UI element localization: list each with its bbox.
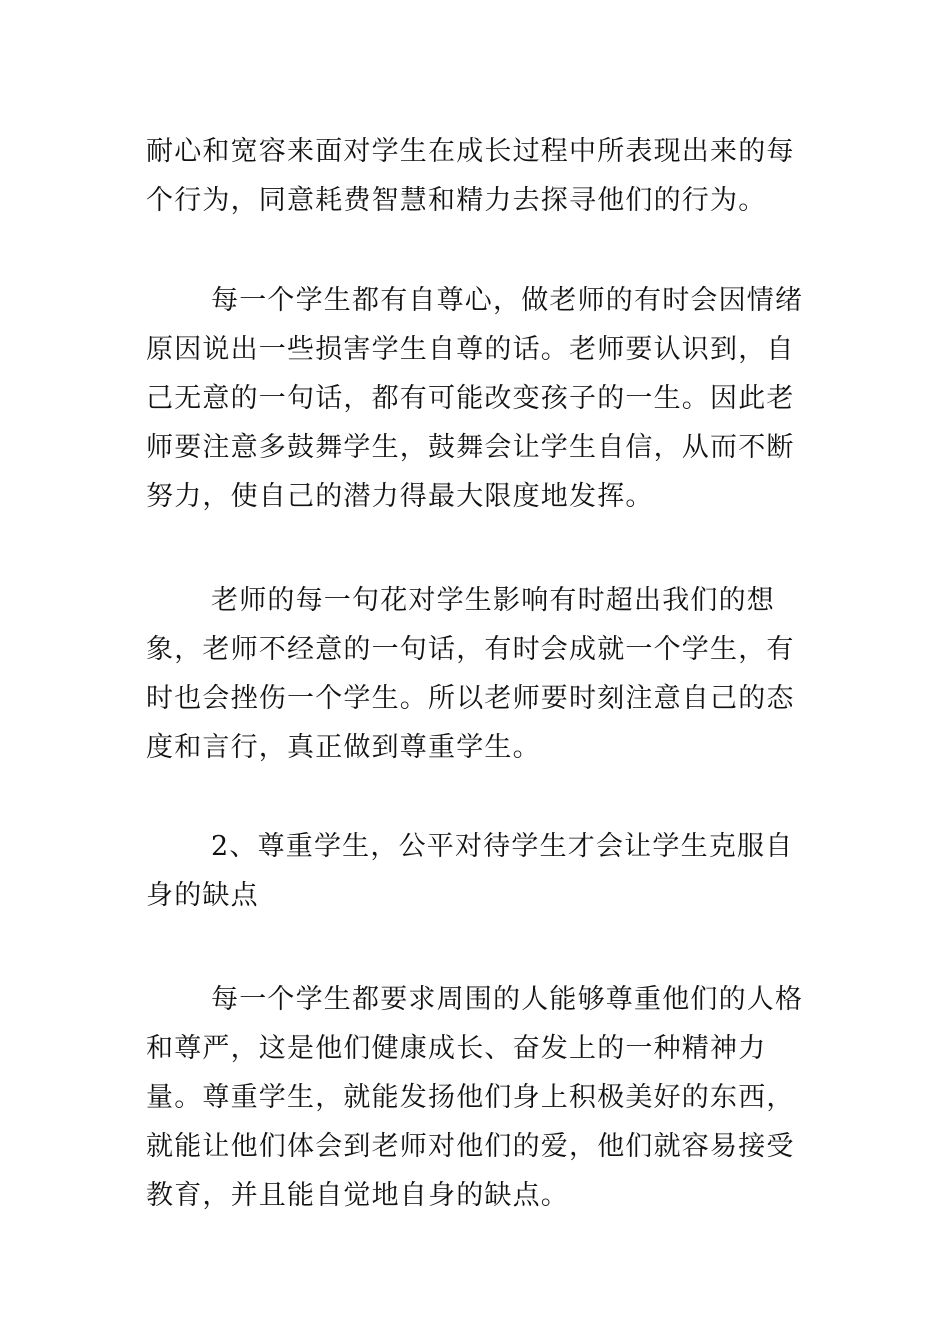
section-heading-2: 2、尊重学生，公平对待学生才会让学生克服自身的缺点 [146,831,794,911]
paragraph-teacher-words: 老师的每一句花对学生影响有时超出我们的想象，老师不经意的一句话，有时会成就一个学生，有时也会挫伤一个学生。所以老师要时刻注意自己的态度和言行，真正做到尊重学生。 [146,585,795,763]
paragraph-continuation: 耐心和宽容来面对学生在成长过程中所表现出来的每个行为，同意耗费智慧和精力去探寻他们的行为。 [146,136,795,216]
paragraph-respect-students: 每一个学生都要求周围的人能够尊重他们的人格和尊严，这是他们健康成长、奋发上的一种精神力量。尊重学生，就能发扬他们身上积极美好的东西，就能让他们体会到老师对他们的爱，他们就容易接受教育，并且能自觉地自身的缺点。 [146,984,804,1211]
paragraph-self-esteem: 每一个学生都有自尊心，做老师的有时会因情绪原因说出一些损害学生自尊的话。老师要认识到，自己无意的一句话，都有可能改变孩子的一生。因此老师要注意多鼓舞学生，鼓舞会让学生自信，从而不断努力，使自己的潜力得最大限度地发挥。 [146,285,804,512]
